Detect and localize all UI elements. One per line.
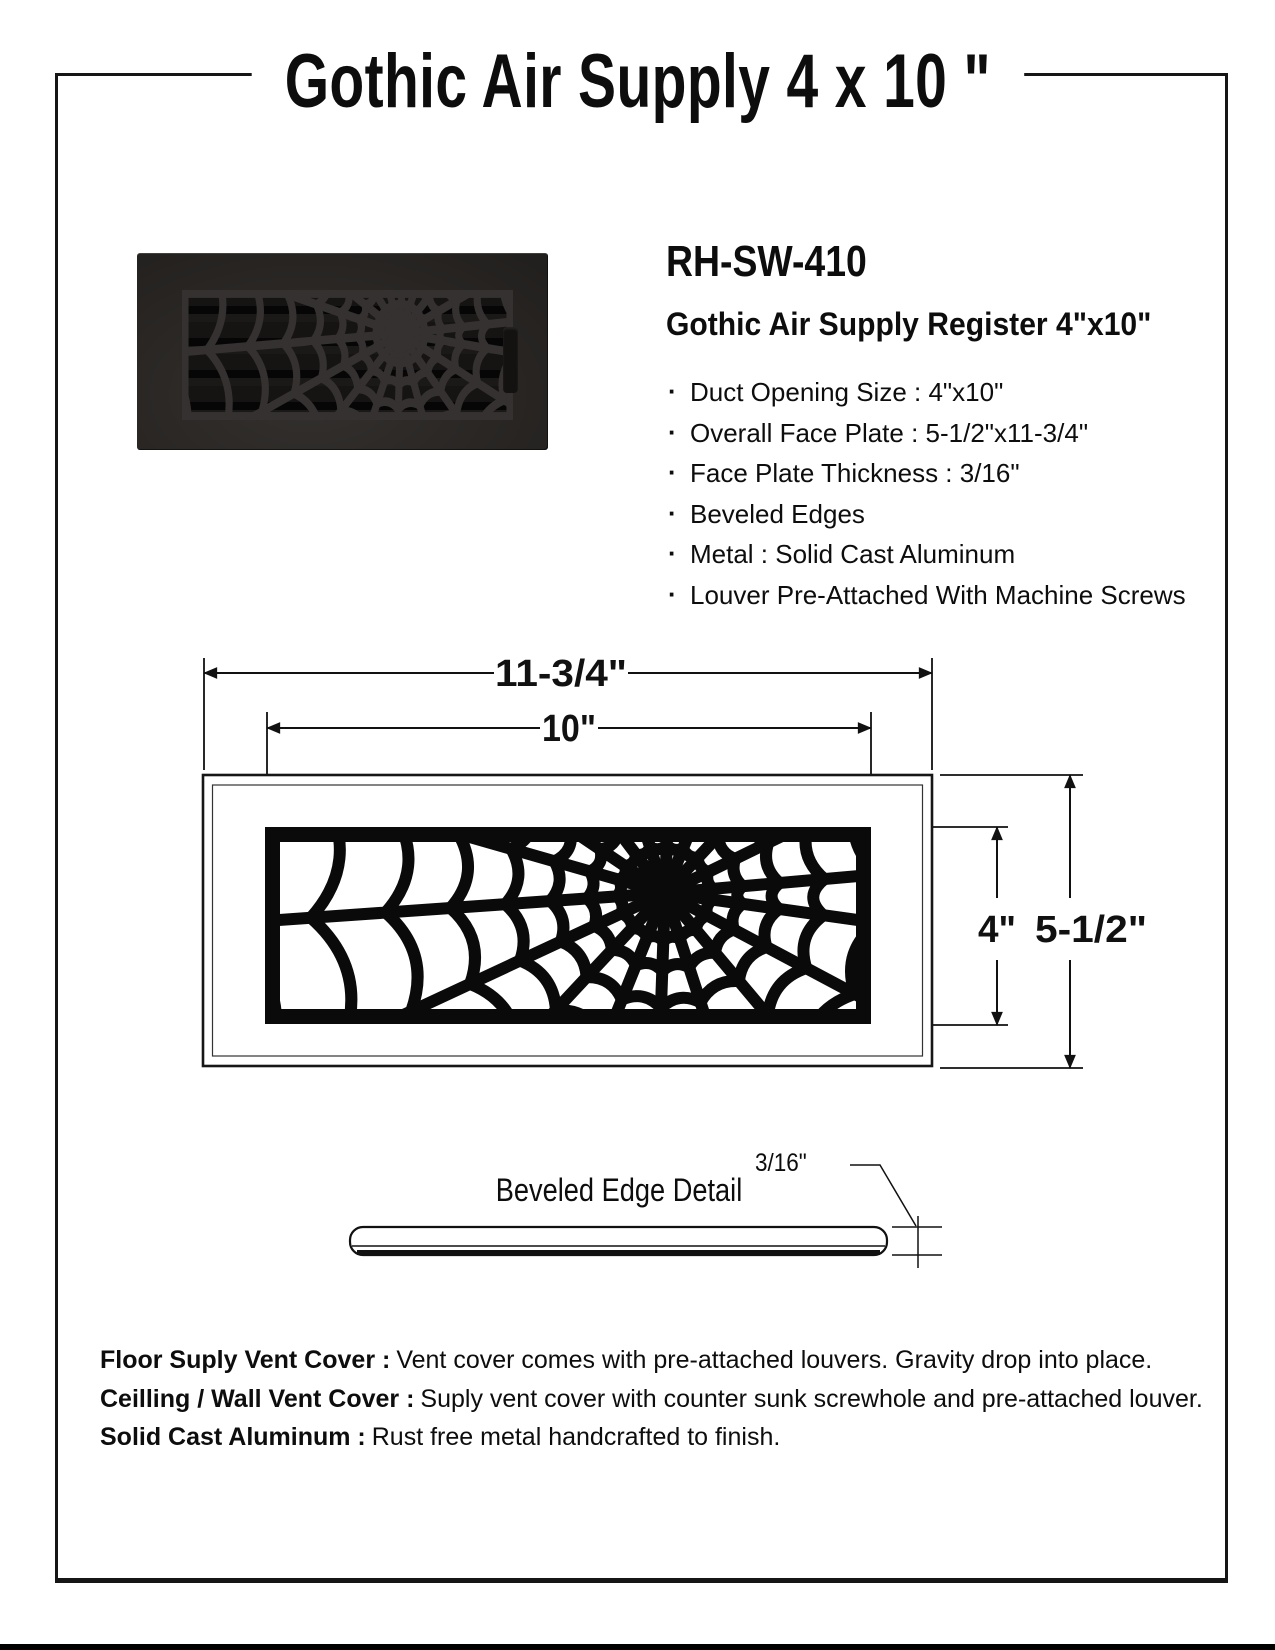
leader-line [850, 1165, 916, 1226]
dimension-drawing [150, 630, 1160, 1090]
footnotes [100, 1341, 1203, 1457]
spiderweb-pattern-photo [182, 290, 513, 420]
spec-item: · Overall Face Plate : 5-1/2"x11-3/4" [666, 413, 1186, 454]
product-sku: RH-SW-410 [666, 237, 867, 286]
spiderweb-pattern-drawing [196, 630, 1133, 1090]
spec-item: · Beveled Edges [666, 494, 1186, 535]
louver-adjust-lever [503, 327, 518, 393]
spec-item: · Louver Pre-Attached With Machine Screws [666, 575, 1186, 616]
bevel-detail-title: Beveled Edge Detail [495, 1172, 743, 1208]
page-header [0, 39, 1275, 124]
dim-label-duct-width: 10" [542, 708, 596, 750]
bevel-cross-section [330, 1140, 950, 1280]
dim-label-overall-width: 11-3/4" [495, 653, 627, 695]
dim-label-duct-height: 4" [978, 909, 1016, 951]
bottom-bar [0, 1644, 1275, 1650]
spec-item: · Duct Opening Size : 4"x10" [666, 372, 1186, 413]
bevel-thickness-label: 3/16" [755, 1149, 807, 1177]
vent-louver-opening [182, 290, 513, 420]
product-name: Gothic Air Supply Register 4"x10" [666, 306, 1152, 342]
spec-list [666, 372, 1186, 615]
footnote-aluminum: Solid Cast Aluminum : Rust free metal handcrafted to finish. [100, 1423, 781, 1451]
dim-label-overall-height: 5-1/2" [1035, 909, 1147, 951]
spec-item: · Face Plate Thickness : 3/16" [666, 453, 1186, 494]
product-photo [137, 253, 548, 450]
page-title: Gothic Air Supply 4 x 10 " [251, 44, 1023, 120]
footnote-ceiling-wall: Ceilling / Wall Vent Cover : Suply vent cover with counter sunk screwhole and pre-attached louver. [100, 1384, 1203, 1413]
spec-item: · Metal : Solid Cast Aluminum [666, 534, 1186, 575]
footnote-floor: Floor Suply Vent Cover : Vent cover comes with pre-attached louvers. Gravity drop into place. [100, 1346, 1153, 1374]
